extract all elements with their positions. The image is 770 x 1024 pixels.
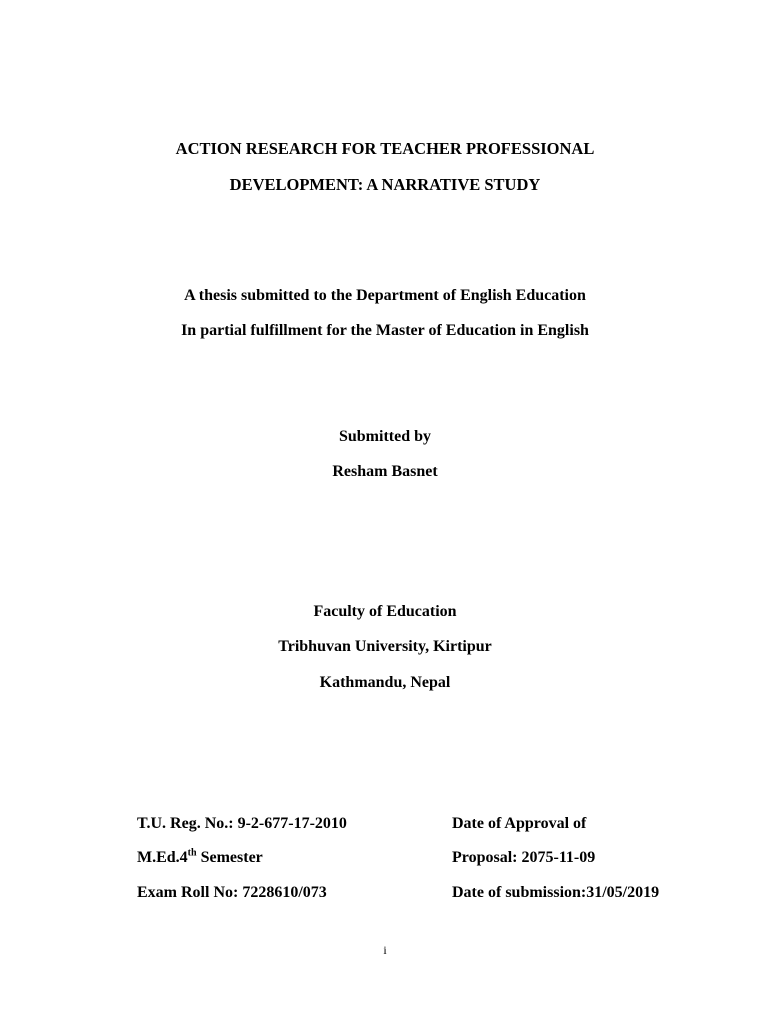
semester-ordinal-suffix: th [187,847,197,859]
university-location: Kathmandu, Nepal [319,674,451,691]
university-name: Tribhuvan University, Kirtipur [278,638,492,655]
semester-prefix: M.Ed.4 [137,849,188,866]
submission-statement-line-2: In partial fulfillment for the Master of Education in English [181,322,589,339]
registration-number: T.U. Reg. No.: 9-2-677-17-2010 [137,815,347,832]
faculty-name: Faculty of Education [313,603,457,620]
submitted-by-label: Submitted by [338,428,432,445]
title-line-2: DEVELOPMENT: A NARRATIVE STUDY [229,175,541,194]
approval-date-label: Date of Approval of [452,815,587,832]
proposal-approval-date: Proposal: 2075-11-09 [452,849,596,866]
page-number: i [383,943,387,957]
semester-suffix: Semester [196,849,263,866]
author-name: Resham Basnet [332,463,438,480]
exam-roll-number: Exam Roll No: 7228610/073 [137,884,327,901]
title-line-1: ACTION RESEARCH FOR TEACHER PROFESSIONAL [175,139,595,158]
semester-info [137,848,263,868]
submission-date: Date of submission:31/05/2019 [452,884,660,901]
submission-statement-line-1: A thesis submitted to the Department of English Education [184,287,586,304]
